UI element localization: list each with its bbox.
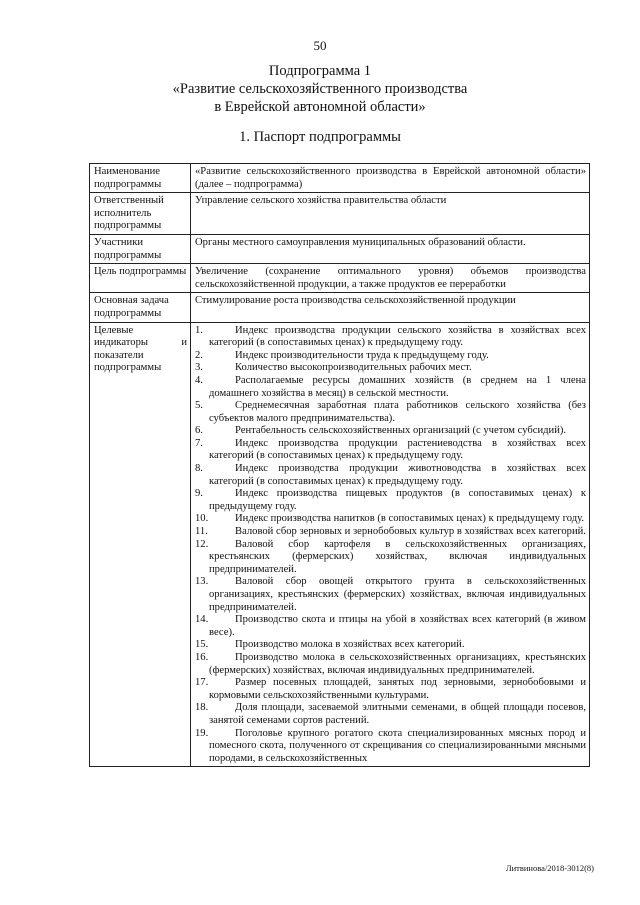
indicator-item [195,728,586,766]
indicator-number: 13. [195,576,209,588]
indicator-item [195,463,586,488]
row-label: Наименование подпрограммы [90,164,191,193]
indicator-number: 17. [195,677,209,689]
indicators-list [191,322,590,767]
page-number: 50 [313,38,327,53]
indicator-number: 7. [195,437,203,449]
table-row [90,164,590,193]
indicator-item [195,350,586,363]
row-value: Стимулирование роста производства сельскохозяйственной продукции [191,293,590,322]
indicator-text: Количество высокопроизводительных рабочих мест. [235,362,472,374]
indicator-number: 3. [195,362,203,374]
indicator-number: 5. [195,400,203,412]
indicator-number: 12. [195,538,209,550]
indicator-item [195,576,586,614]
section-title: 1. Паспорт подпрограммы [239,129,401,145]
indicator-text: Среднемесячная заработная плата работников сельского хозяйства (без субъектов малого предпринимательства). [209,400,586,424]
indicator-text: Производство скота и птицы на убой в хозяйствах всех категорий (в живом весе). [209,614,586,638]
row-value: Управление сельского хозяйства правительства области [191,193,590,235]
row-label: Целевые индикаторы и показатели подпрограммы [90,322,191,767]
row-value: Увеличение (сохранение оптимального уровня) объемов производства сельскохозяйственной продукции, а также продуктов ее переработки [191,264,590,293]
indicator-number: 9. [195,488,203,500]
indicator-number: 4. [195,374,203,386]
subprogram-title [0,62,640,116]
indicator-item [195,438,586,463]
indicator-item [195,325,586,350]
indicator-number: 10. [195,513,209,525]
indicator-number: 14. [195,614,209,626]
indicator-item [195,677,586,702]
indicator-item [195,702,586,727]
table-row [90,234,590,263]
indicator-item [195,526,586,539]
indicator-number: 2. [195,349,203,361]
row-label: Участники подпрограммы [90,234,191,263]
indicator-text: Индекс производительности труда к предыдущему году. [235,349,489,361]
indicator-text: Доля площади, засеваемой элитными семенами, в общей площади посевов, занятой семенами сортов растений. [209,702,586,726]
indicator-number: 1. [195,324,203,336]
row-value: Органы местного самоуправления муниципальных образований области. [191,234,590,263]
indicator-item [195,539,586,577]
indicator-item [195,425,586,438]
indicator-text: Валовой сбор овощей открытого грунта в сельскохозяйственных организациях, крестьянских (фермерских) хозяйствах, включая индивидуальных предпринимателей. [209,576,586,613]
row-label: Ответственный исполнитель подпрограммы [90,193,191,235]
title-line: «Развитие сельскохозяйственного производства [172,81,468,97]
table-row [90,193,590,235]
table-row [90,264,590,293]
indicator-text: Поголовье крупного рогатого скота специализированных мясных пород и помесного скота, полученного от скрещивания со специализированными мясными породами, в сельскохозяйственных [209,727,586,764]
indicator-number: 16. [195,651,209,663]
title-line: Подпрограмма 1 [268,63,372,79]
table-row [90,293,590,322]
indicator-item [195,362,586,375]
indicator-text: Производство молока в сельскохозяйственных организациях, крестьянских (фермерских) хозяйствах, включая индивидуальных предпринимателей. [209,651,586,676]
indicator-text: Валовой сбор зерновых и зернобобовых культур в хозяйствах всех категорий. [235,526,586,538]
table-row [90,322,590,767]
indicator-item [195,639,586,652]
row-label: Цель подпрограммы [90,264,191,293]
indicator-item [195,614,586,639]
indicator-text: Производство молока в хозяйствах всех категорий. [235,639,465,651]
indicator-number: 19. [195,727,209,739]
indicator-item [195,513,586,526]
row-value: «Развитие сельскохозяйственного производства в Еврейской автономной области» (далее – подпрограмма) [191,164,590,193]
indicator-text: Располагаемые ресурсы домашних хозяйств (в среднем на 1 члена домашнего хозяйства в месяц) в сельской местности. [209,374,586,399]
indicator-number: 11. [195,526,208,538]
indicator-item [195,375,586,400]
indicator-item [195,652,586,677]
title-line: в Еврейской автономной области» [214,99,426,115]
passport-table [89,163,590,767]
indicator-number: 8. [195,463,203,475]
indicator-item [195,400,586,425]
indicator-text: Рентабельность сельскохозяйственных организаций (с учетом субсидий). [235,425,567,437]
indicator-item [195,488,586,513]
row-label: Основная задача подпрограммы [90,293,191,322]
indicator-text: Валовой сбор картофеля в сельскохозяйственных организациях, крестьянских (фермерских) хозяйствах, включая индивидуальных предпринимателей. [209,538,586,575]
indicator-text: Размер посевных площадей, занятых под зерновыми, зернобобовыми и кормовыми сельскохозяйственными культурами. [209,677,586,701]
document-code: Литвинова/2018-3012(8) [505,863,594,873]
indicator-text: Индекс производства продукции животноводства в хозяйствах всех категорий (в сопоставимых ценах) к предыдущему году. [209,463,586,487]
indicator-text: Индекс производства напитков (в сопоставимых ценах) к предыдущему году. [235,513,584,525]
indicator-text: Индекс производства пищевых продуктов (в сопоставимых ценах) к предыдущему году. [209,488,586,512]
indicator-text: Индекс производства продукции сельского хозяйства в хозяйствах всех категорий (в сопоставимых ценах) к предыдущему году. [209,324,586,349]
indicator-text: Индекс производства продукции растениеводства в хозяйствах всех категорий (в сопоставимых ценах) к предыдущему году. [209,437,586,462]
indicator-number: 15. [195,639,209,651]
indicator-number: 18. [195,702,209,714]
indicator-number: 6. [195,425,203,437]
